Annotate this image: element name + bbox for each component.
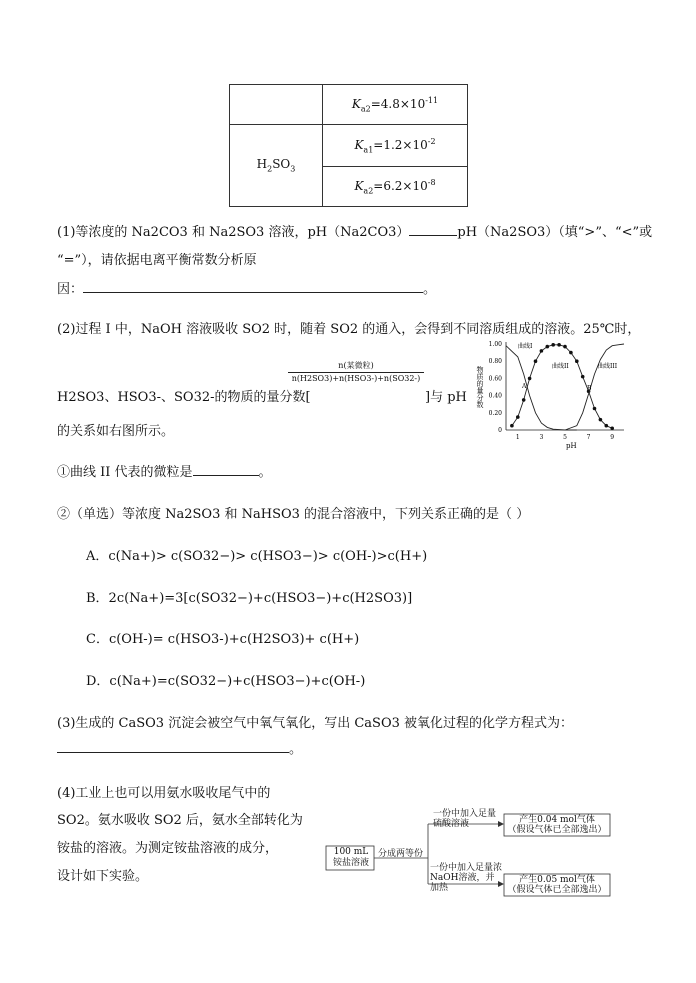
curve1-label: 曲线I (518, 343, 533, 350)
series-point (557, 343, 561, 347)
fraction (288, 360, 424, 383)
ka2-h2so3-cell: $K_{a2}=6.2\times 10^{-8}$ (323, 167, 468, 207)
series-point (599, 418, 603, 422)
y-tick-label: 0.80 (488, 358, 502, 366)
series-point (569, 351, 573, 355)
q2-line1: (2)过程 I 中，NaOH 溶液吸收 SO2 时，随着 SO2 的通入，会得到不同溶质组成的溶液。25℃时， (57, 322, 641, 337)
option-a[interactable]: A．c(Na+)> c(SO32−)> c(HSO3−)> c(OH-)>c(H+) (86, 549, 428, 564)
option-d[interactable]: D．c(Na+)=c(SO32−)+c(HSO3−)+c(OH-) (86, 674, 366, 689)
point-a-label: A (522, 383, 527, 390)
series-point (575, 359, 579, 363)
x-tick-label: 9 (610, 434, 615, 441)
table-empty-cell (230, 85, 323, 125)
flow-top-action: 一份中加入足量硫酸溶液 (433, 809, 497, 829)
q4-line2: SO2。氨水吸收 SO2 后，氨水全部转化为 (57, 813, 303, 828)
series-point (563, 345, 567, 349)
x-tick-label: 1 (515, 434, 520, 441)
series-point (551, 343, 555, 347)
ka-table (229, 84, 468, 207)
y-tick-label: 0 (498, 427, 502, 434)
curve3-label: 曲线III (598, 363, 618, 370)
q1-blank-1[interactable] (409, 223, 457, 236)
q4-line3: 铵盐的溶液。为测定铵盐溶液的成分， (57, 841, 279, 856)
series-point (605, 424, 609, 428)
q2-sub1: ①曲线 II 代表的微粒是 。 (57, 465, 272, 480)
fraction-denominator: n(H2SO3)+n(HSO3-)+n(SO32-) (291, 374, 421, 383)
chart-xlabel: pH (566, 442, 577, 450)
x-tick-label: 5 (563, 434, 567, 441)
y-tick-label: 0.20 (488, 409, 502, 417)
curve2-label: 曲线II (552, 363, 569, 370)
series-point (516, 415, 520, 419)
q1-line2: “=”），请依据电离平衡常数分析原 (57, 253, 257, 268)
option-b[interactable]: B．2c(Na+)=3[c(SO32−)+c(HSO3−)+c(H2SO3)] (86, 591, 413, 606)
series-point (610, 426, 614, 430)
y-tick-label: 0.40 (488, 392, 502, 400)
series-point (534, 359, 538, 363)
q2-sub2: ②（单选）等浓度 Na2SO3 和 NaHSO3 的混合溶液中，下列关系正确的是（ ） (57, 507, 530, 522)
fraction-numerator: n(某微粒) (288, 360, 424, 373)
q1-line3: 因： 。 (57, 282, 437, 297)
q2-blank-1[interactable] (193, 463, 259, 476)
q2-line3: 的关系如右图所示。 (57, 424, 175, 439)
distribution-chart (474, 336, 638, 456)
x-tick-label: 3 (539, 434, 544, 441)
ka1-h2so3-cell: $K_{a1}=1.2\times 10^{-2}$ (323, 125, 468, 167)
h2so3-cell: $H_2SO_3$ (230, 125, 323, 207)
series-point (528, 377, 532, 381)
y-tick-label: 0.60 (488, 375, 502, 383)
q2-line2a: H2SO3、HSO3-、SO32-的物质的量分数[ (57, 390, 311, 405)
ka2-h2co3-cell: $K_{a2}=4.8\times 10^{-11}$ (323, 85, 468, 125)
x-tick-label: 7 (586, 434, 591, 441)
series-point (540, 349, 544, 353)
option-c[interactable]: C．c(OH-)= c(HSO3-)+c(H2SO3)+ c(H+) (86, 632, 360, 647)
flow-bottom-result: 产生0.05 mol气体 （假设气体已全部逸出） (507, 875, 607, 895)
q1-blank-2[interactable] (83, 280, 423, 293)
flow-bottom-action: 一份中加入足量浓NaOH溶液，并加热 (430, 863, 503, 893)
q1-line1: (1)等浓度的 Na2CO3 和 Na2SO3 溶液，pH（Na2CO3） pH（Na2SO3）（填“>”、“<”或 (57, 225, 653, 240)
series-point (510, 424, 514, 428)
flow-start-text: 100 mL 铵盐溶液 (332, 847, 369, 868)
q2-line2b: ]与 pH (425, 390, 467, 405)
y-tick-label: 1.00 (488, 341, 502, 348)
series-line-2 (512, 345, 612, 428)
q3-line2: 。 (57, 738, 302, 757)
series-point (581, 375, 585, 379)
series-point (522, 398, 526, 402)
series-point (546, 345, 550, 349)
flow-split-text: 分成两等份 (378, 849, 424, 859)
point-b-label: B (587, 385, 592, 392)
series-point (593, 407, 597, 411)
q3-line1: (3)生成的 CaSO3 沉淀会被空气中氧气氧化，写出 CaSO3 被氧化过程的化学方程式为： (57, 716, 574, 731)
q4-line1: (4)工业上也可以用氨水吸收尾气中的 (57, 786, 271, 801)
flow-top-result: 产生0.04 mol气体 （假设气体已全部逸出） (507, 815, 607, 835)
q4-line4: 设计如下实验。 (57, 869, 149, 884)
q3-blank[interactable] (57, 740, 289, 753)
chart-ylabel: 物质的量分数 (476, 366, 484, 408)
